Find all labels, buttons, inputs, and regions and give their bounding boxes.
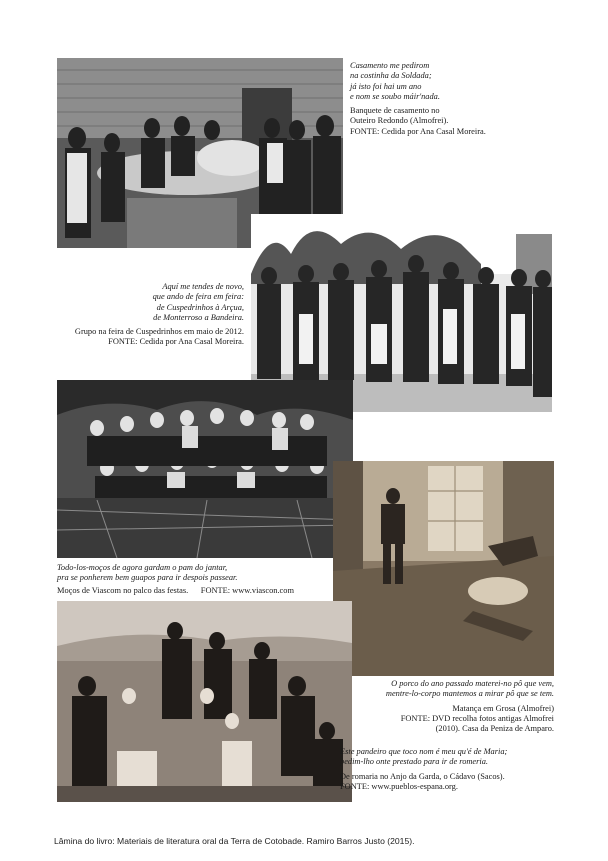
pilgrimage-verse-1: Este pandeiro que toco nom é meu qu'é de Maria; bbox=[340, 747, 508, 756]
fair-caption bbox=[57, 282, 244, 348]
wedding-source: FONTE: Cedida por Ana Casal Moreira. bbox=[350, 126, 486, 136]
youths-verse-2: pra se ponherem bem guapos para ir despois passear. bbox=[57, 573, 238, 583]
page-footer: Lâmina do livro: Materiais de literatura oral da Terra de Cotobade. Ramiro Barros Justo (2015). bbox=[54, 836, 415, 846]
youths-desc: Moços de Viascom no palco das festas. FONTE: www.viascon.com bbox=[57, 585, 294, 595]
wedding-caption bbox=[350, 61, 550, 137]
pilgrimage-desc: De romaria no Anjo da Garda, o Cádavo (Sacos). bbox=[340, 771, 505, 781]
pilgrimage-photo bbox=[57, 601, 352, 802]
wedding-desc-1: Banquete de casamento no bbox=[350, 106, 440, 116]
wedding-desc-2: Outeiro Redondo (Almofrei). bbox=[350, 116, 449, 126]
slaughter-verse-2: mentre-lo-corpo mantemos a mirar pô que se tem. bbox=[385, 689, 554, 699]
slaughter-desc-2: FONTE: DVD recolha fotos antigas Almofrei bbox=[400, 713, 554, 723]
pilgrimage-verse-2: pedim-lho onte prestado para ir de romeria. bbox=[340, 757, 489, 767]
slaughter-verse-1: O porco do ano passado materei-no pô que vem, bbox=[391, 679, 554, 688]
slaughter-desc-3: (2010). Casa da Peniza de Amparo. bbox=[435, 724, 554, 734]
wedding-verse-2: na costinha da Soldada; bbox=[350, 71, 432, 81]
fair-verse-4: de Monterroso a Bandeira. bbox=[153, 312, 244, 322]
youths-stage-photo bbox=[57, 380, 353, 558]
fair-verse-3: de Cuspedrinhos à Arçua, bbox=[156, 302, 244, 312]
youths-caption bbox=[57, 563, 357, 596]
pilgrimage-caption bbox=[340, 747, 554, 792]
fair-desc: Grupo na feira de Cuspedrinhos em maio de 2012. bbox=[74, 327, 244, 337]
slaughter-photo bbox=[333, 461, 554, 676]
wedding-verse-3: já isto foi hai um ano bbox=[350, 81, 422, 91]
fair-verse-1: Aquí me tendes de novo, bbox=[162, 282, 244, 291]
fair-source: FONTE: Cedida por Ana Casal Moreira. bbox=[108, 337, 244, 347]
slaughter-caption bbox=[340, 679, 554, 734]
wedding-verse-1: Casamento me pedirom bbox=[350, 61, 430, 70]
youths-verse-1: Todo-los-moços de agora gardam o pam do jantar, bbox=[57, 563, 228, 572]
pilgrimage-source: FONTE: www.pueblos-espana.org. bbox=[340, 781, 458, 791]
wedding-verse-4: e nom se soubo máir'nada. bbox=[350, 91, 440, 101]
slaughter-desc-1: Matança em Grosa (Almofrei) bbox=[452, 703, 554, 713]
fair-verse-2: que ando de feira em feira: bbox=[152, 292, 244, 302]
